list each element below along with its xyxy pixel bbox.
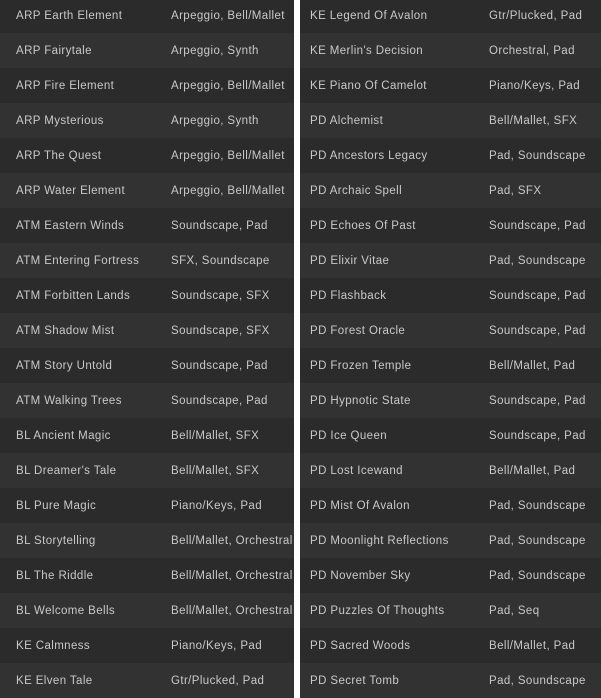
preset-name: ATM Entering Fortress <box>16 254 140 267</box>
preset-row[interactable] <box>0 418 294 453</box>
preset-tags: Arpeggio, Synth <box>171 44 259 57</box>
preset-row[interactable] <box>300 593 601 628</box>
preset-tags: Bell/Mallet, Pad <box>489 359 576 372</box>
preset-row[interactable] <box>300 523 601 558</box>
preset-row[interactable] <box>0 383 294 418</box>
preset-tags: Arpeggio, Bell/Mallet <box>171 9 285 22</box>
preset-tags: Arpeggio, Bell/Mallet <box>171 149 285 162</box>
preset-row[interactable] <box>0 313 294 348</box>
preset-row[interactable] <box>0 628 294 663</box>
preset-tags: Orchestral, Pad <box>489 44 575 57</box>
preset-tags: Soundscape, Pad <box>489 394 586 407</box>
preset-name: KE Merlin's Decision <box>310 44 424 57</box>
preset-name: BL Pure Magic <box>16 499 97 512</box>
preset-name: PD Mist Of Avalon <box>310 499 410 512</box>
preset-name: ARP Fire Element <box>16 79 115 92</box>
preset-tags: Bell/Mallet, Pad <box>489 464 576 477</box>
preset-name: PD Puzzles Of Thoughts <box>310 604 445 617</box>
preset-row[interactable] <box>0 103 294 138</box>
preset-name: BL Dreamer's Tale <box>16 464 117 477</box>
preset-row[interactable] <box>300 348 601 383</box>
preset-tags: Bell/Mallet, SFX <box>171 464 260 477</box>
preset-name: PD Hypnotic State <box>310 394 411 407</box>
preset-tags: Soundscape, Pad <box>489 219 586 232</box>
preset-row[interactable] <box>0 208 294 243</box>
preset-tags: Soundscape, SFX <box>171 324 270 337</box>
preset-row[interactable] <box>0 0 294 33</box>
preset-tags: Gtr/Plucked, Pad <box>489 9 583 22</box>
preset-row[interactable] <box>0 278 294 313</box>
preset-row[interactable] <box>300 663 601 698</box>
preset-name: PD Alchemist <box>310 114 384 127</box>
preset-name: ARP Earth Element <box>16 9 123 22</box>
preset-tags: Piano/Keys, Pad <box>171 499 263 512</box>
preset-tags: Arpeggio, Bell/Mallet <box>171 184 285 197</box>
preset-tags: Bell/Mallet, SFX <box>171 429 260 442</box>
preset-row[interactable] <box>300 383 601 418</box>
preset-name: PD November Sky <box>310 569 411 582</box>
preset-name: BL Welcome Bells <box>16 604 116 617</box>
preset-tags: Arpeggio, Bell/Mallet <box>171 79 285 92</box>
preset-tags: Soundscape, Pad <box>489 289 586 302</box>
preset-row[interactable] <box>300 628 601 663</box>
preset-tags: Bell/Mallet, Orchestral <box>171 569 293 582</box>
preset-name: PD Secret Tomb <box>310 674 400 687</box>
preset-row[interactable] <box>300 453 601 488</box>
preset-name: ATM Walking Trees <box>16 394 122 407</box>
preset-name: BL Ancient Magic <box>16 429 111 442</box>
preset-name: PD Ancestors Legacy <box>310 149 428 162</box>
preset-list-left <box>0 0 294 696</box>
preset-name: BL The Riddle <box>16 569 94 582</box>
preset-name: ARP Fairytale <box>16 44 92 57</box>
preset-tags: Bell/Mallet, SFX <box>489 114 578 127</box>
preset-row[interactable] <box>0 138 294 173</box>
preset-tags: Soundscape, Pad <box>171 219 268 232</box>
preset-name: PD Moonlight Reflections <box>310 534 449 547</box>
preset-name: ARP The Quest <box>16 149 102 162</box>
preset-row[interactable] <box>300 33 601 68</box>
preset-tags: Soundscape, Pad <box>489 429 586 442</box>
preset-tags: Soundscape, Pad <box>171 394 268 407</box>
preset-tags: Gtr/Plucked, Pad <box>171 674 265 687</box>
preset-row[interactable] <box>300 558 601 593</box>
preset-name: PD Echoes Of Past <box>310 219 416 232</box>
preset-name: ATM Story Untold <box>16 359 113 372</box>
preset-name: ARP Mysterious <box>16 114 104 127</box>
preset-row[interactable] <box>0 523 294 558</box>
preset-row[interactable] <box>300 138 601 173</box>
preset-row[interactable] <box>0 173 294 208</box>
preset-row[interactable] <box>300 418 601 453</box>
preset-tags: Bell/Mallet, Orchestral <box>171 604 293 617</box>
preset-tags: Soundscape, Pad <box>171 359 268 372</box>
preset-name: KE Piano Of Camelot <box>310 79 427 92</box>
preset-tags: Pad, Seq <box>489 604 540 617</box>
preset-row[interactable] <box>300 313 601 348</box>
preset-row[interactable] <box>300 243 601 278</box>
preset-name: KE Elven Tale <box>16 674 93 687</box>
preset-row[interactable] <box>0 663 294 698</box>
preset-name: KE Legend Of Avalon <box>310 9 428 22</box>
preset-name: PD Ice Queen <box>310 429 388 442</box>
preset-row[interactable] <box>0 488 294 523</box>
preset-tags: Pad, Soundscape <box>489 534 586 547</box>
preset-tags: Pad, Soundscape <box>489 569 586 582</box>
preset-name: ATM Eastern Winds <box>16 219 125 232</box>
preset-tags: Pad, Soundscape <box>489 254 586 267</box>
preset-row[interactable] <box>300 278 601 313</box>
preset-name: KE Calmness <box>16 639 91 652</box>
preset-name: ATM Shadow Mist <box>16 324 115 337</box>
preset-row[interactable] <box>0 453 294 488</box>
preset-tags: SFX, Soundscape <box>171 254 270 267</box>
preset-row[interactable] <box>300 208 601 243</box>
preset-tags: Piano/Keys, Pad <box>489 79 581 92</box>
preset-row[interactable] <box>0 593 294 628</box>
preset-tags: Soundscape, Pad <box>489 324 586 337</box>
preset-name: BL Storytelling <box>16 534 96 547</box>
preset-name: PD Elixir Vitae <box>310 254 390 267</box>
preset-name: ATM Forbitten Lands <box>16 289 131 302</box>
preset-row[interactable] <box>300 103 601 138</box>
preset-row[interactable] <box>0 68 294 103</box>
preset-tags: Bell/Mallet, Pad <box>489 639 576 652</box>
preset-row[interactable] <box>300 0 601 33</box>
preset-row[interactable] <box>0 348 294 383</box>
preset-tags: Pad, SFX <box>489 184 542 197</box>
preset-tags: Pad, Soundscape <box>489 499 586 512</box>
preset-row[interactable] <box>300 68 601 103</box>
preset-tags: Pad, Soundscape <box>489 674 586 687</box>
preset-name: ARP Water Element <box>16 184 126 197</box>
preset-row[interactable] <box>0 243 294 278</box>
preset-tags: Piano/Keys, Pad <box>171 639 263 652</box>
preset-row[interactable] <box>0 558 294 593</box>
preset-row[interactable] <box>0 33 294 68</box>
preset-name: PD Archaic Spell <box>310 184 403 197</box>
preset-name: PD Frozen Temple <box>310 359 412 372</box>
preset-name: PD Lost Icewand <box>310 464 403 477</box>
preset-tags: Bell/Mallet, Orchestral <box>171 534 293 547</box>
preset-tags: Soundscape, SFX <box>171 289 270 302</box>
preset-tags: Arpeggio, Synth <box>171 114 259 127</box>
preset-name: PD Sacred Woods <box>310 639 411 652</box>
preset-row[interactable] <box>300 488 601 523</box>
preset-name: PD Forest Oracle <box>310 324 406 337</box>
preset-row[interactable] <box>300 173 601 208</box>
preset-tags: Pad, Soundscape <box>489 149 586 162</box>
preset-name: PD Flashback <box>310 289 387 302</box>
preset-list-right <box>300 0 601 696</box>
